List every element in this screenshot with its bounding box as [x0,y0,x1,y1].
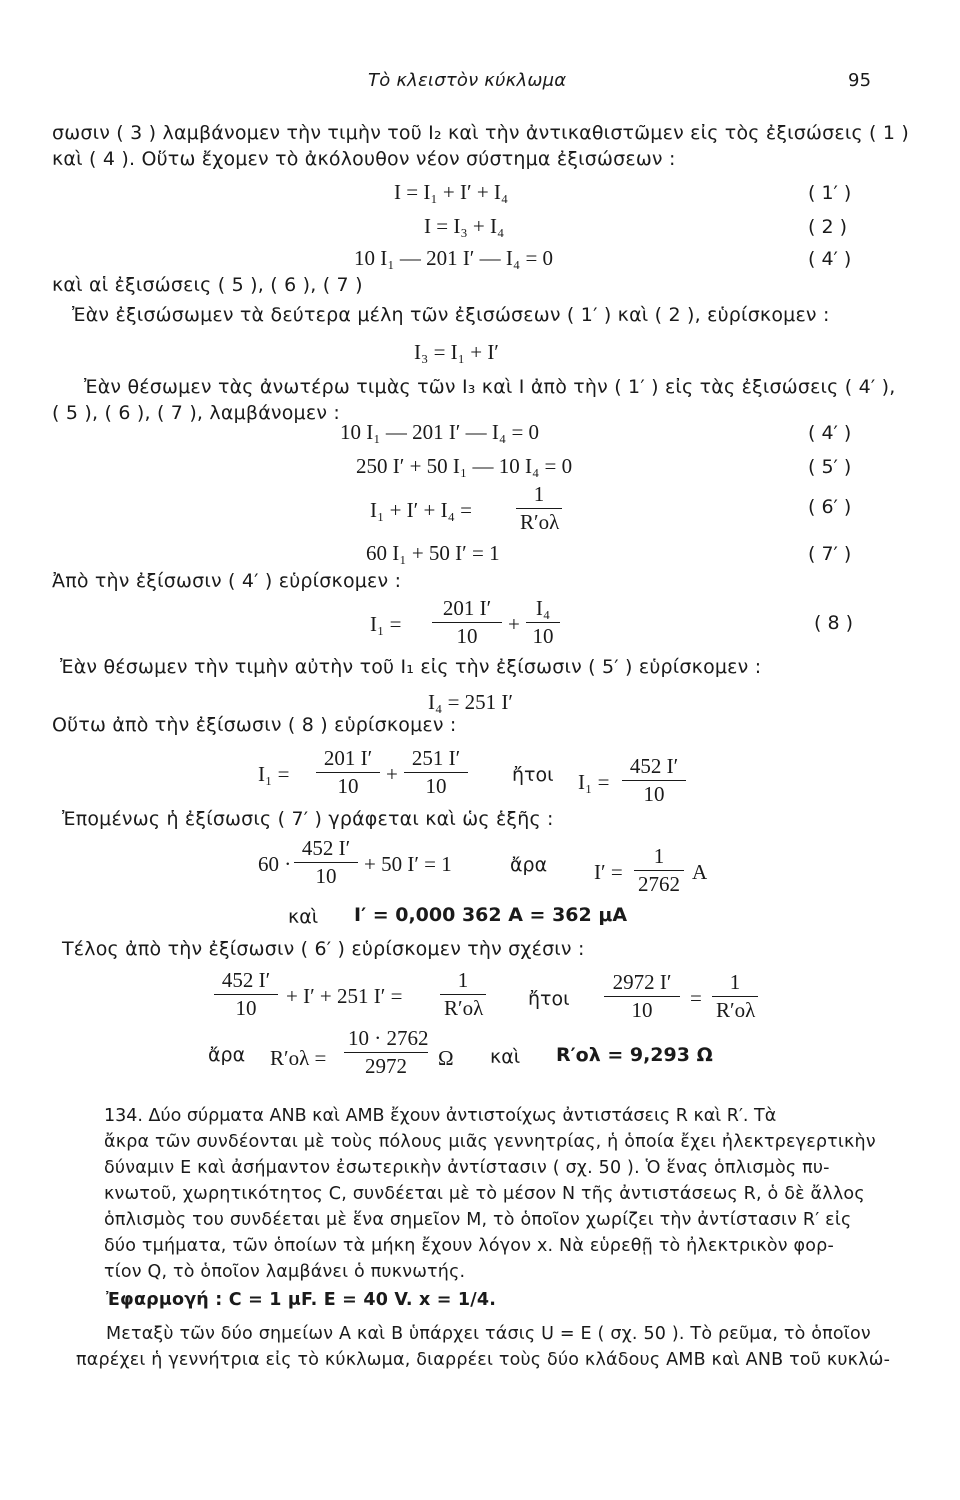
fraction-denominator: 10 [337,774,359,798]
fraction [440,968,486,1021]
equation-60-pre: 60 · [258,852,292,876]
fraction-numerator: 201 I′ [432,596,502,623]
application-line: Ἐφαρμογή : C = 1 μF. E = 40 V. x = 1/4. [106,1290,497,1310]
fraction-denominator: 2972 [365,1054,407,1078]
equation-tag: ( 8 ) [814,612,853,634]
unit-ampere: A [692,860,708,884]
fraction-numerator: 452 I′ [622,754,686,781]
fraction-numerator: 452 I′ [294,836,358,863]
equation-i3: I₃ = I₁ + I′ [414,340,499,364]
fraction-numerator: 2972 I′ [604,970,680,997]
fraction [526,596,560,649]
running-header: Τὸ κλειστὸν κύκλωμα [368,70,567,91]
fraction-numerator: 1 [634,844,684,871]
fraction-numerator: 1 [712,970,758,997]
fraction-denominator: 10 [315,864,337,888]
problem-line: τίον Q, τὸ ὁποῖον λαμβάνει ὁ πυκνωτής. [104,1262,466,1282]
solution-line-1: Μεταξὺ τῶν δύο σημείων A καὶ B ὑπάρχει τάσις U = E ( σχ. 50 ). Τὸ ρεῦμα, τὸ ὁποῖον [106,1324,871,1344]
fraction-numerator: 1 [440,968,486,995]
equation-iprime-lhs: I′ = [594,860,623,884]
fraction-denominator: 10 [425,774,447,798]
word-itoi: ἤτοι [512,764,554,786]
text-equate: Ἐὰν ἐξισώσωμεν τὰ δεύτερα μέλη τῶν ἐξισώσεων ( 1′ ) καὶ ( 2 ), εὑρίσκομεν : [72,304,830,326]
plus-sign: + [508,612,520,636]
problem-line: κνωτοῦ, χωρητικότητος C, συνδέεται μὲ τὸ μέσον N τῆς ἀντιστάσεως R, ὁ δὲ ἄλλος [104,1184,865,1204]
fraction-denominator: 10 [631,998,653,1022]
equation-8-lhs: I₁ = [370,612,402,636]
equation-tag: ( 4′ ) [808,422,852,444]
fraction-denominator: 10 [456,624,478,648]
equation-tag: ( 5′ ) [808,456,852,478]
text-thus-8: Οὕτω ἀπὸ τὴν ἐξίσωσιν ( 8 ) εὑρίσκομεν : [52,714,457,736]
fraction [294,836,358,889]
result-resistance: R′ολ = 9,293 Ω [556,1044,713,1066]
equation-6-prime-lhs: I₁ + I′ + I₄ = [370,498,472,522]
equation-tag: ( 6′ ) [808,496,852,518]
fraction-denominator: R′ολ [520,510,560,534]
fraction [516,482,562,535]
fraction-numerator: I₄ [526,596,560,623]
problem-line: δύο τμήματα, τῶν ὁποίων τὰ μήκη ἔχουν λόγον x. Νὰ εὑρεθῇ τὸ ἠλεκτρικὸν φορ- [104,1236,834,1256]
result-current: I′ = 0,000 362 A = 362 μA [354,904,628,926]
text-substitute-2: ( 5 ), ( 6 ), ( 7 ), λαμβάνομεν : [52,402,340,424]
fraction-numerator: 251 I′ [404,746,468,773]
fraction [712,970,758,1023]
equation-4-prime-b: 10 I₁ — 201 I′ — I₄ = 0 [340,420,540,444]
fraction-numerator: 452 I′ [214,968,278,995]
equation-i1-lhs: I₁ = [258,762,290,786]
equation-tag: ( 2 ) [808,216,847,238]
equation-tag: ( 1′ ) [808,182,852,204]
intro-line-2: καὶ ( 4 ). Οὕτω ἔχομεν τὸ ἀκόλουθον νέον σύστημα ἐξισώσεων : [52,148,676,170]
text-from-4: Ἀπὸ τὴν ἐξίσωσιν ( 4′ ) εὑρίσκομεν : [52,570,402,592]
fraction [634,844,684,897]
fraction [432,596,502,649]
equation-60-post: + 50 I′ = 1 [364,852,452,876]
problem-line: 134. Δύο σύρματα ANB καὶ AMB ἔχουν ἀντιστοίχως ἀντιστάσεις R καὶ R′. Τὰ [104,1106,777,1126]
equation-i4: I₄ = 251 I′ [428,690,513,714]
text-put-5: Ἐὰν θέσωμεν τὴν τιμὴν αὐτὴν τοῦ I₁ εἰς τὴν ἐξίσωσιν ( 5′ ) εὑρίσκομεν : [60,656,762,678]
text-finally-6: Τέλος ἀπὸ τὴν ἐξίσωσιν ( 6′ ) εὑρίσκομεν τὴν σχέσιν : [62,938,585,960]
fraction [622,754,686,807]
equation-r-mid: + I′ + 251 I′ = [286,984,403,1008]
equation-7-prime: 60 I₁ + 50 I′ = 1 [366,541,500,565]
equation-4-prime: 10 I₁ — 201 I′ — I₄ = 0 [354,246,554,270]
fraction [404,746,468,799]
problem-line: ὁπλισμὸς του συνδέεται μὲ ἕνα σημεῖον M, τὸ ὁποῖον χωρίζει τὴν ἀντίστασιν R′ εἰς [104,1210,852,1230]
problem-line: δύναμιν E καὶ ἀσήμαντον ἐσωτερικὴν ἀντίστασιν ( σχ. 50 ). Ὁ ἕνας ὁπλισμὸς πυ- [104,1158,830,1178]
solution-line-2: παρέχει ἡ γεννήτρια εἰς τὸ κύκλωμα, διαρρέει τοὺς δύο κλάδους AMB καὶ ANB τοῦ κυκλώ- [76,1350,891,1370]
problem-line: ἄκρα τῶν συνδέονται μὲ τοὺς πόλους μιᾶς γεννητρίας, ἡ ὁποία ἔχει ἠλεκτρεγερτικὴν [104,1132,876,1152]
equation-2: I = I₃ + I₄ [424,214,505,238]
word-ara: ἄρα [510,854,548,876]
fraction [604,970,680,1023]
plus-sign: + [386,762,398,786]
fraction-denominator: R′ολ [716,998,756,1022]
equation-rol-lhs: R′ολ = [270,1046,327,1070]
page-number: 95 [848,70,872,91]
equation-1-prime: I = I₁ + I′ + I₄ [394,180,509,204]
fraction [344,1026,428,1079]
text-equations-567: καὶ αἱ ἐξισώσεις ( 5 ), ( 6 ), ( 7 ) [52,274,363,296]
text-next-7: Ἐπομένως ἡ ἐξίσωσις ( 7′ ) γράφεται καὶ ὡς ἑξῆς : [62,808,554,830]
word-kai: καὶ [288,906,319,928]
word-ara: ἄρα [208,1044,246,1066]
fraction [316,746,380,799]
fraction-denominator: R′ολ [444,996,484,1020]
fraction-numerator: 201 I′ [316,746,380,773]
fraction-denominator: 10 [643,782,665,806]
equation-tag: ( 4′ ) [808,248,852,270]
fraction-denominator: 10 [235,996,257,1020]
equation-5-prime: 250 I′ + 50 I₁ — 10 I₄ = 0 [356,454,573,478]
unit-ohm: Ω [438,1046,454,1070]
equation-tag: ( 7′ ) [808,543,852,565]
fraction-denominator: 10 [532,624,554,648]
equals-sign: = [690,986,702,1010]
fraction [214,968,278,1021]
fraction-numerator: 10 · 2762 [344,1026,428,1053]
word-kai: καὶ [490,1046,521,1068]
equation-i1-lhs-2: I₁ = [578,770,610,794]
fraction-denominator: 2762 [638,872,680,896]
text-substitute-1: Ἐὰν θέσωμεν τὰς ἀνωτέρω τιμὰς τῶν I₃ καὶ I ἀπὸ τὴν ( 1′ ) εἰς τὰς ἐξισώσεις ( 4′ ), [84,376,896,398]
intro-line-1: σωσιν ( 3 ) λαμβάνομεν τὴν τιμὴν τοῦ I₂ καὶ τὴν ἀντικαθιστῶμεν εἰς τὸς ἐξισώσεις ( 1 ) [52,122,910,144]
word-itoi: ἤτοι [528,988,570,1010]
fraction-numerator: 1 [516,482,562,509]
